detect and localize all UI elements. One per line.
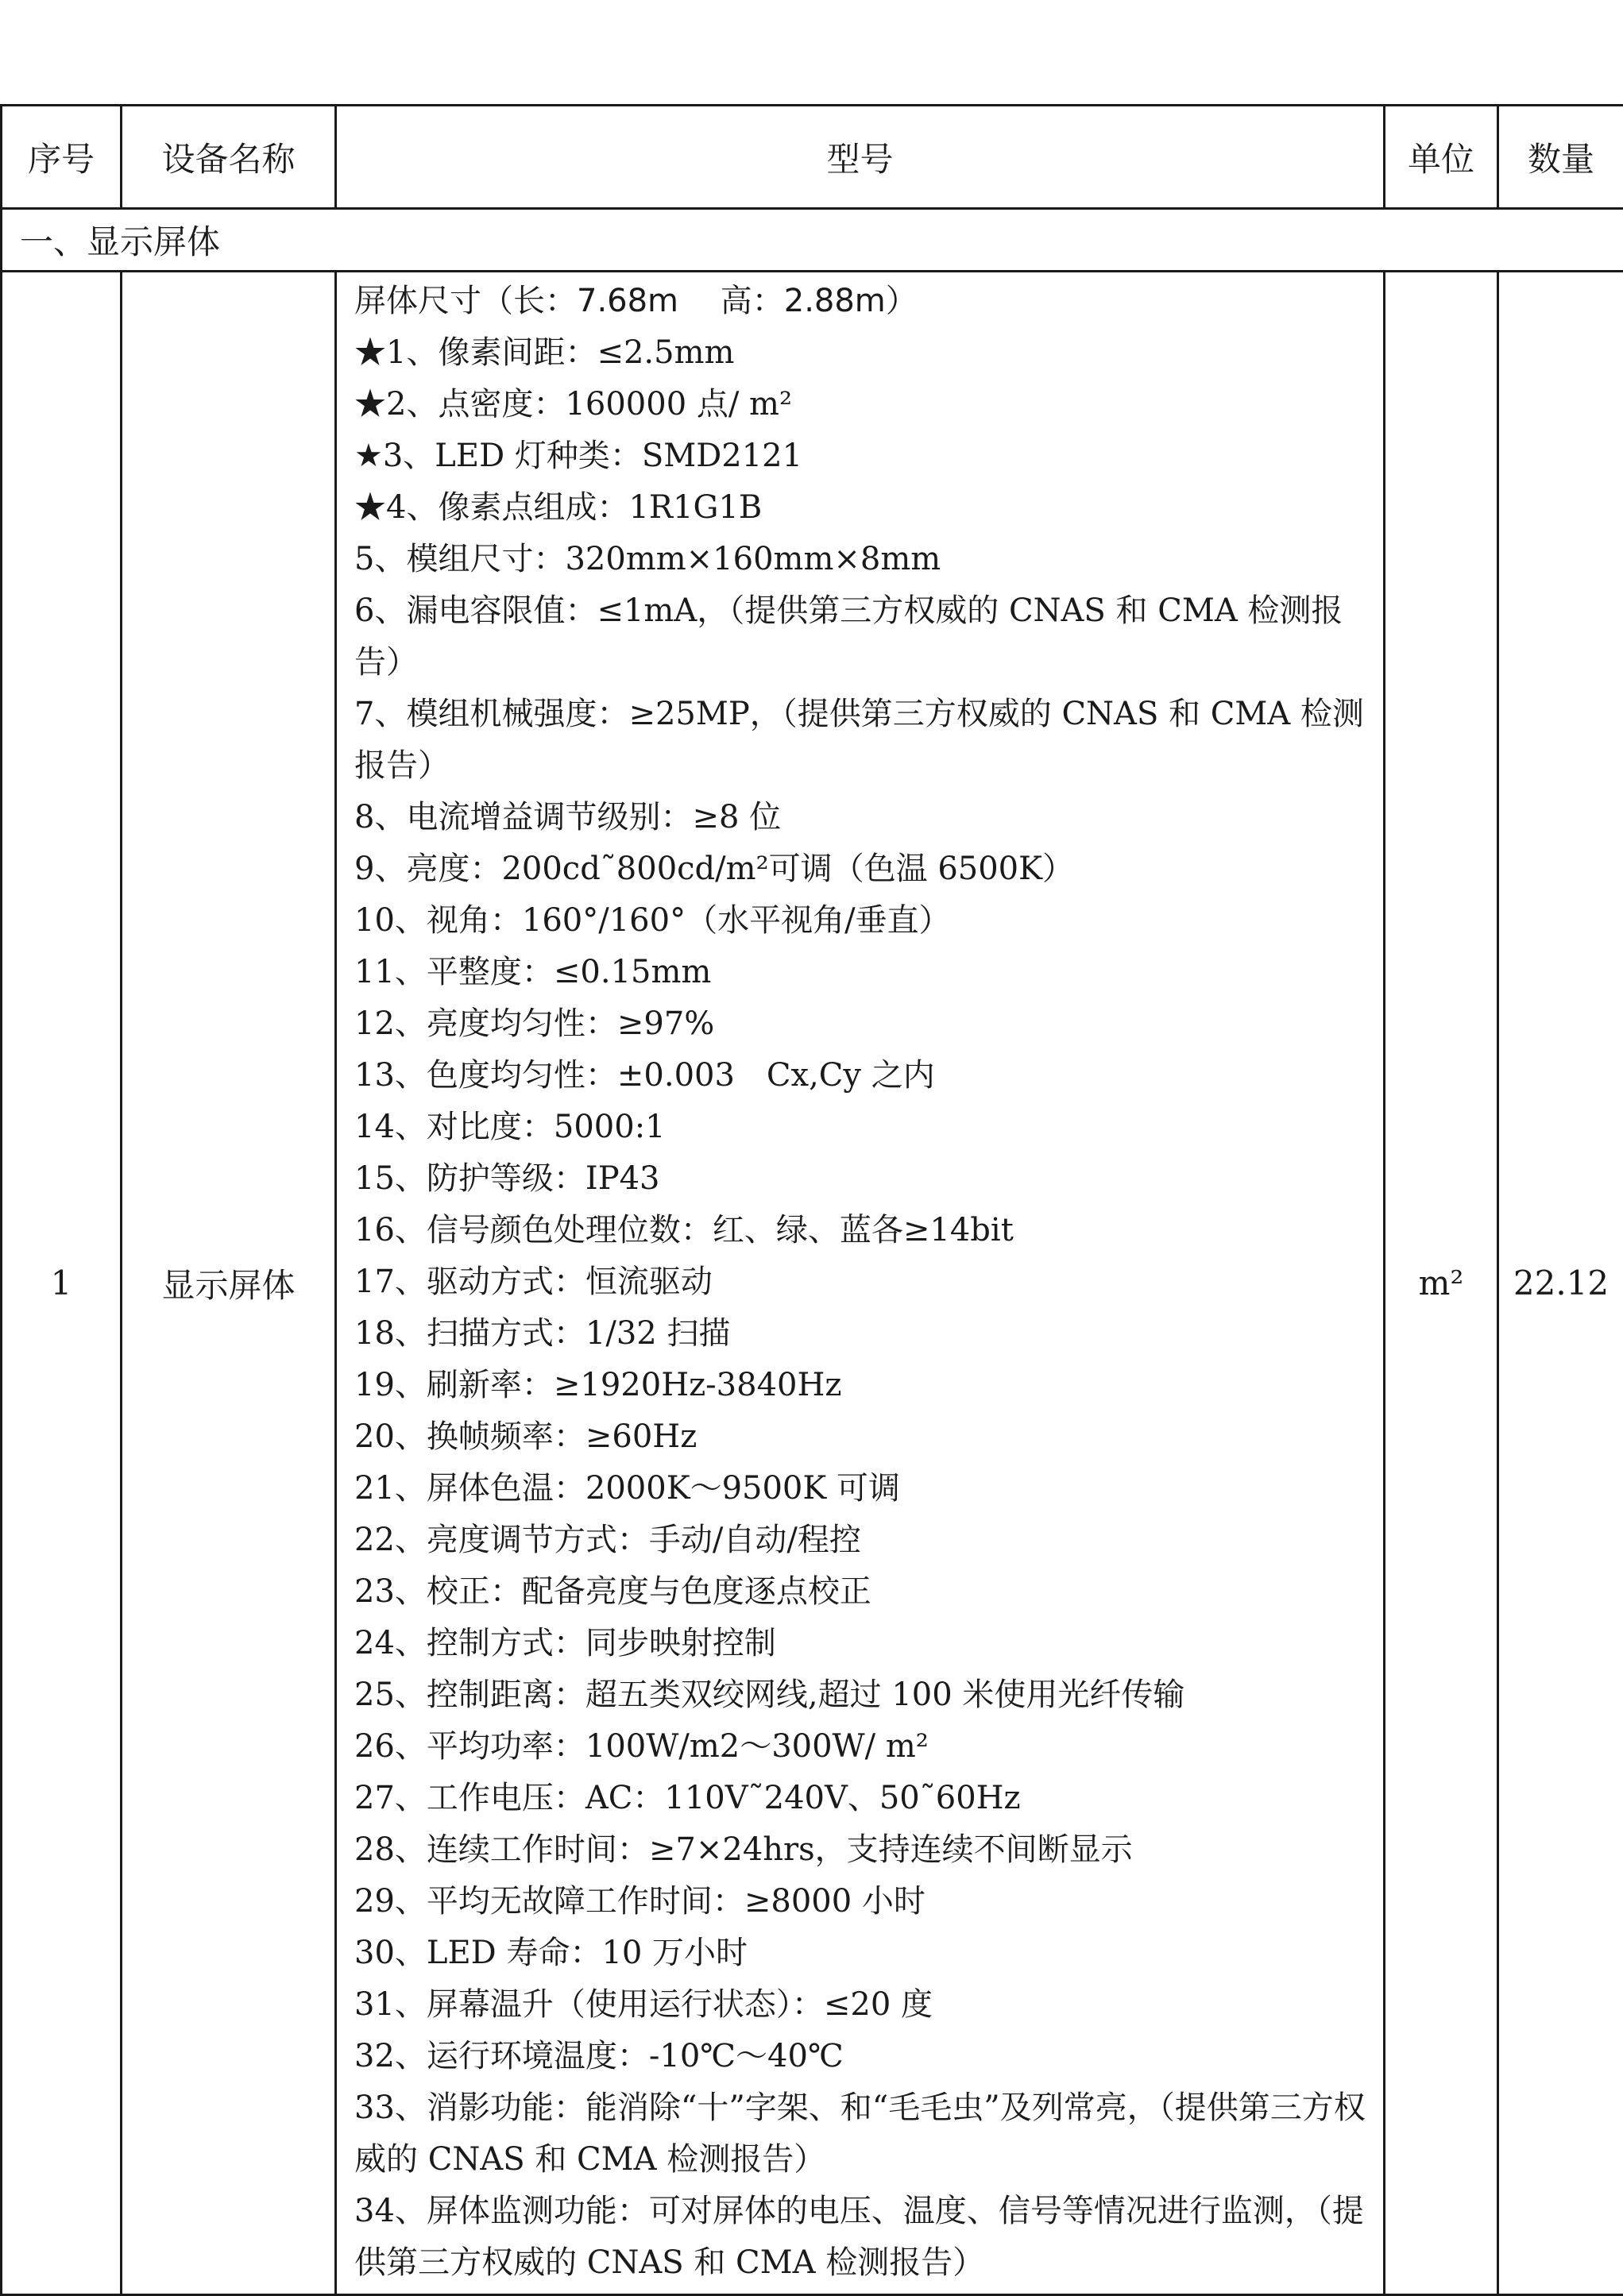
spec-item: ★4、像素点组成：1R1G1B <box>354 482 1370 534</box>
spec-item: 24、控制方式：同步映射控制 <box>354 1618 1370 1669</box>
spec-item: 16、信号颜色处理位数：红、绿、蓝各≥14bit <box>354 1205 1370 1256</box>
spec-item: 19、刷新率：≥1920Hz-3840Hz <box>354 1360 1370 1411</box>
row-index: 1 <box>2 272 122 2295</box>
spec-item: 30、LED 寿命：10 万小时 <box>354 1927 1370 1979</box>
spec-item: 7、模组机械强度：≥25MP，（提供第三方权威的 CNAS 和 CMA 检测报告） <box>354 689 1370 792</box>
spec-items <box>354 327 1370 2289</box>
header-row <box>2 106 1623 209</box>
spec-item: 29、平均无故障工作时间：≥8000 小时 <box>354 1876 1370 1927</box>
section-title: 一、显示屏体 <box>2 209 1623 272</box>
spec-item: 15、防护等级：IP43 <box>354 1153 1370 1205</box>
spec-item: 8、电流增益调节级别：≥8 位 <box>354 792 1370 843</box>
header-device-name: 设备名称 <box>122 106 336 209</box>
spec-item: 5、模组尺寸：320mm×160mm×8mm <box>354 534 1370 585</box>
header-model: 型号 <box>336 106 1385 209</box>
spec-item: 28、连续工作时间：≥7×24hrs，支持连续不间断显示 <box>354 1824 1370 1876</box>
header-quantity: 数量 <box>1498 106 1623 209</box>
spec-item: 27、工作电压：AC：110V˜240V、50˜60Hz <box>354 1773 1370 1824</box>
spec-item: 25、控制距离：超五类双绞网线,超过 100 米使用光纤传输 <box>354 1669 1370 1721</box>
spec-item: 17、驱动方式：恒流驱动 <box>354 1256 1370 1308</box>
spec-item: 21、屏体色温：2000K～9500K 可调 <box>354 1463 1370 1515</box>
spec-item: 9、亮度：200cd˜800cd/m²可调（色温 6500K） <box>354 843 1370 895</box>
row-spec-list <box>336 272 1385 2295</box>
spec-item: 14、对比度：5000:1 <box>354 1102 1370 1153</box>
spec-item: 6、漏电容限值：≤1mA，（提供第三方权威的 CNAS 和 CMA 检测报告） <box>354 585 1370 689</box>
header-index: 序号 <box>2 106 122 209</box>
spec-item: 12、亮度均匀性：≥97% <box>354 998 1370 1050</box>
spec-item: 23、校正：配备亮度与色度逐点校正 <box>354 1566 1370 1618</box>
table-row <box>2 272 1623 2295</box>
spec-item: 33、消影功能：能消除“十”字架、和“毛毛虫”及列常亮，（提供第三方权威的 CNAS 和 CMA 检测报告） <box>354 2082 1370 2186</box>
header-unit: 单位 <box>1385 106 1498 209</box>
spec-item: 20、换帧频率：≥60Hz <box>354 1411 1370 1463</box>
spec-item: 34、屏体监测功能：可对屏体的电压、温度、信号等情况进行监测，（提供第三方权威的 CNAS 和 CMA 检测报告） <box>354 2186 1370 2289</box>
spec-item: ★1、像素间距：≤2.5mm <box>354 327 1370 379</box>
spec-item: 31、屏幕温升（使用运行状态）：≤20 度 <box>354 1979 1370 2031</box>
spec-item: ★3、LED 灯种类：SMD2121 <box>354 430 1370 482</box>
spec-item: 26、平均功率：100W/m2～300W/ m² <box>354 1721 1370 1773</box>
spec-item: 11、平整度：≤0.15mm <box>354 947 1370 998</box>
row-unit: m² <box>1385 272 1498 2295</box>
spec-item: 32、运行环境温度：-10℃～40℃ <box>354 2031 1370 2082</box>
spec-item: 22、亮度调节方式：手动/自动/程控 <box>354 1515 1370 1566</box>
section-row <box>2 209 1623 272</box>
spec-dimensions: 屏体尺寸（长：7.68m 高：2.88m） <box>354 276 1370 327</box>
row-device-name: 显示屏体 <box>122 272 336 2295</box>
spec-item: 13、色度均匀性：±0.003 Cx,Cy 之内 <box>354 1050 1370 1102</box>
equipment-spec-table <box>0 104 1623 2296</box>
spec-item: 10、视角：160°/160°（水平视角/垂直） <box>354 895 1370 947</box>
row-quantity: 22.12 <box>1498 272 1623 2295</box>
spec-item: ★2、点密度：160000 点/ m² <box>354 379 1370 430</box>
spec-item: 18、扫描方式：1/32 扫描 <box>354 1308 1370 1360</box>
